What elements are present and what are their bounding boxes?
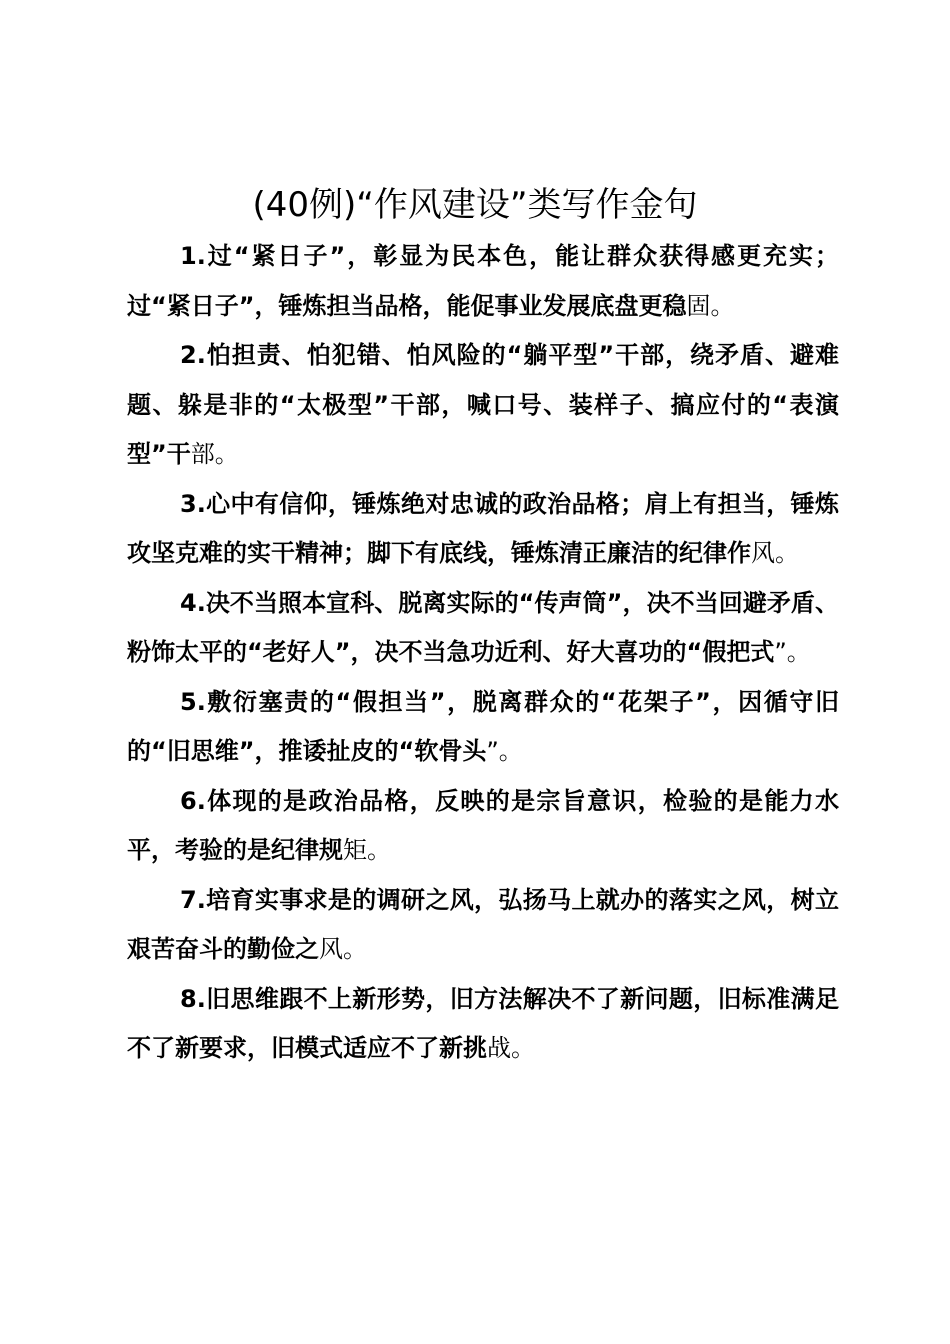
- paragraph-tail: ”。: [486, 737, 523, 765]
- paragraph-tail: 风。: [751, 539, 799, 567]
- document-title: (40例)“作风建设”类写作金句: [252, 185, 698, 225]
- paragraph-text: 4.决不当照本宣科、脱离实际的“传声筒”，决不当回避矛盾、粉饰太平的“老好人”，决不当急功近利、好大喜功的“假把式: [127, 588, 839, 666]
- paragraph-tail: 固。: [686, 291, 735, 320]
- paragraph-tail: 部。: [190, 440, 239, 468]
- paragraph-5: [127, 678, 839, 777]
- paragraph-tail: 风。: [319, 935, 367, 963]
- paragraph-4: [127, 579, 839, 678]
- paragraph-text: 7.培育实事求是的调研之风，弘扬马上就办的落实之风，树立艰苦奋斗的勤俭之: [127, 885, 839, 963]
- paragraph-text: 1.过“紧日子”，彰显为民本色，能让群众获得感更充实；过“紧日子”，锤炼担当品格，能促事业发展底盘更稳: [127, 242, 839, 320]
- paragraph-8: [127, 975, 839, 1074]
- paragraph-tail: 战。: [487, 1034, 535, 1062]
- paragraph-text: 8.旧思维跟不上新形势，旧方法解决不了新问题，旧标准满足不了新要求，旧模式适应不了新挑: [127, 984, 839, 1062]
- paragraph-3: [127, 480, 839, 579]
- paragraph-7: [127, 876, 839, 975]
- paragraph-text: 6.体现的是政治品格，反映的是宗旨意识，检验的是能力水平，考验的是纪律规: [127, 786, 839, 864]
- document-body: [127, 232, 839, 1074]
- paragraph-1: [127, 232, 839, 331]
- paragraph-6: [127, 777, 839, 876]
- paragraph-text: 3.心中有信仰，锤炼绝对忠诚的政治品格；肩上有担当，锤炼攻坚克难的实干精神；脚下有底线，锤炼清正廉洁的纪律作: [127, 489, 839, 567]
- paragraph-tail: 矩。: [343, 836, 391, 864]
- paragraph-tail: ”。: [774, 638, 811, 666]
- paragraph-text: 2.怕担责、怕犯错、怕风险的“躺平型”干部，绕矛盾、避难题、躲是非的“太极型”干部，喊口号、装样子、搞应付的“表演型”干: [127, 341, 839, 468]
- paragraph-text: 5.敷衍塞责的“假担当”，脱离群众的“花架子”，因循守旧的“旧思维”，推诿扯皮的“软骨头: [127, 687, 839, 765]
- paragraph-2: [127, 331, 839, 480]
